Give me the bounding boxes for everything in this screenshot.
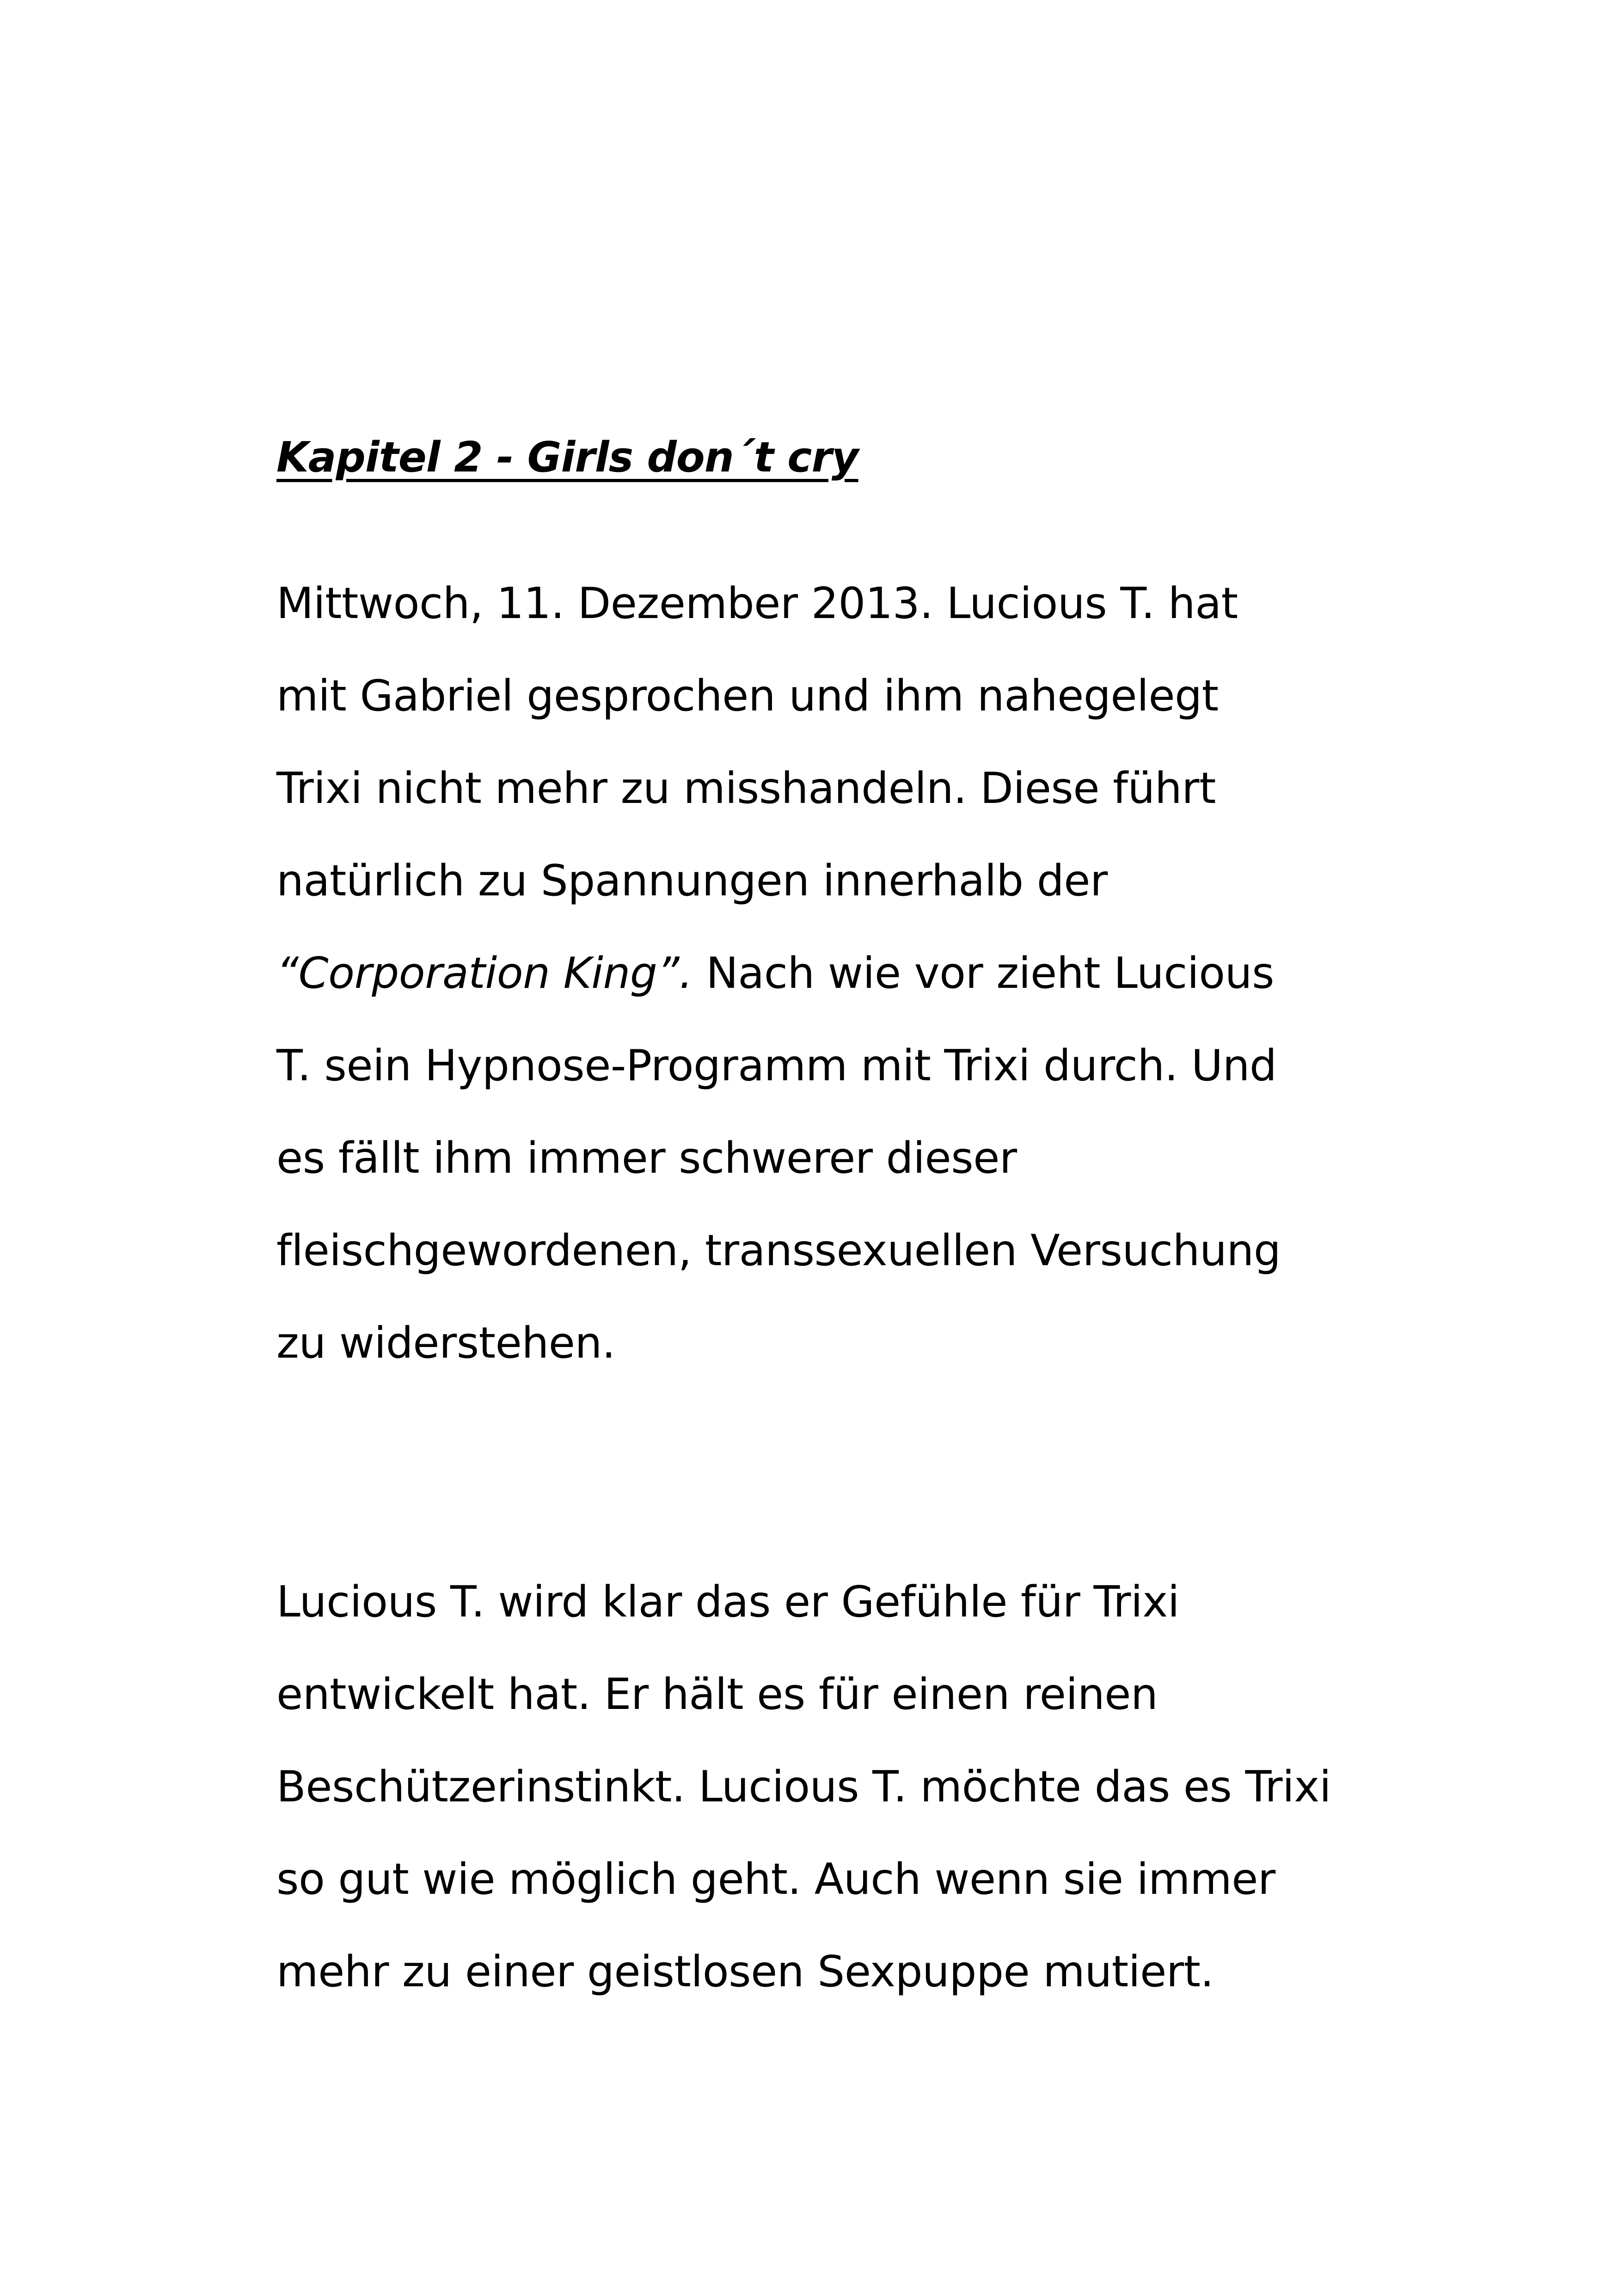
paragraph-2-line-2: entwickelt hat. Er hält es für einen reinen bbox=[276, 1669, 1158, 1719]
paragraph-2-line-3: Beschützerinstinkt. Lucious T. möchte das es Trixi bbox=[276, 1762, 1331, 1812]
paragraph-1-line-8: fleischgewordenen, transsexuellen Versuchung bbox=[276, 1225, 1281, 1275]
paragraph-2-line-1: Lucious T. wird klar das er Gefühle für Trixi bbox=[276, 1577, 1180, 1627]
paragraph-2-line-5: mehr zu einer geistlosen Sexpuppe mutiert. bbox=[276, 1947, 1214, 1996]
paragraph-1-line-4: natürlich zu Spannungen innerhalb der bbox=[276, 856, 1108, 906]
paragraph-1-line-9: zu widerstehen. bbox=[276, 1318, 616, 1368]
paragraph-1-line-2: mit Gabriel gesprochen und ihm nahegelegt bbox=[276, 671, 1219, 721]
paragraph-1-line-1: Mittwoch, 11. Dezember 2013. Lucious T. hat bbox=[276, 578, 1238, 628]
paragraph-2-line-4: so gut wie möglich geht. Auch wenn sie immer bbox=[276, 1854, 1275, 1904]
paragraph-1-line-3: Trixi nicht mehr zu misshandeln. Diese führt bbox=[276, 763, 1216, 813]
paragraph-1-line-7: es fällt ihm immer schwerer dieser bbox=[276, 1133, 1017, 1183]
corporation-name: “Corporation King”. bbox=[276, 948, 693, 998]
paragraph-1-line-5-rest: Nach wie vor zieht Lucious bbox=[693, 948, 1275, 998]
chapter-heading: Kapitel 2 - Girls don´t cry bbox=[276, 433, 858, 482]
paragraph-1-line-5 bbox=[276, 945, 1274, 1001]
paragraph-1-line-6: T. sein Hypnose-Programm mit Trixi durch. Und bbox=[276, 1041, 1277, 1090]
